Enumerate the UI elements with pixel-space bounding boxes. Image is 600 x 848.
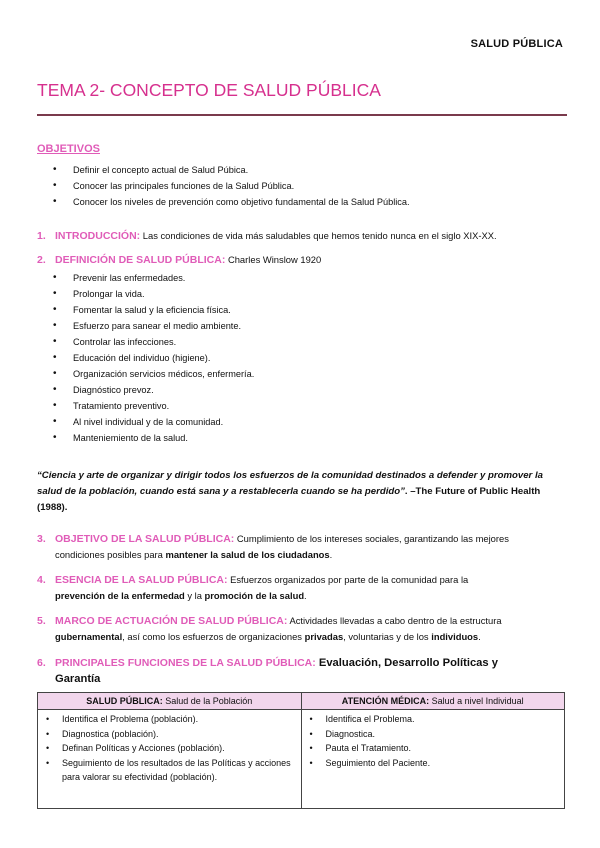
title-divider [37, 114, 567, 116]
text-run: condiciones posibles para [55, 549, 166, 560]
table-cell-atencion-medica [301, 710, 565, 809]
text-run-bold: prevención de la enfermedad [55, 590, 185, 601]
section-heading: MARCO DE ACTUACIÓN DE SALUD PÚBLICA: [55, 615, 288, 627]
list-item: • Identifica el Problema (población). [40, 712, 299, 727]
text-run: , así como los esfuerzos de organizaciones [122, 631, 305, 642]
text-run-bold: privadas [304, 631, 344, 642]
section-continuation: Garantía [55, 673, 101, 685]
section-text: Evaluación, Desarrollo Políticas y [315, 657, 498, 669]
list-item: • Al nivel individual y de la comunidad. [37, 414, 254, 430]
quote-source: . –The Future of Public Health (1988). [37, 486, 541, 513]
header-bold: SALUD PÚBLICA: [86, 696, 163, 706]
section-introduccion [37, 228, 565, 244]
section-definicion [37, 252, 565, 268]
objetivos-list [37, 162, 410, 210]
list-item: • Tratamiento preventivo. [37, 398, 254, 414]
section-objetivo [37, 531, 565, 563]
atencion-medica-list [304, 712, 563, 770]
list-item: • Educación del individuo (higiene). [37, 350, 254, 366]
section-heading: OBJETIVO DE LA SALUD PÚBLICA: [55, 533, 235, 545]
table-header-salud-publica [38, 693, 302, 710]
section-marco [37, 613, 565, 645]
text-run-bold: mantener la salud de los ciudadanos [165, 549, 330, 560]
section-number: 6. [37, 657, 46, 669]
table-header-row [38, 693, 565, 710]
list-item: • Esfuerzo para sanear el medio ambiente. [37, 318, 254, 334]
definition-quote [37, 468, 565, 516]
header-bold: ATENCIÓN MÉDICA: [341, 696, 430, 706]
running-header: SALUD PÚBLICA [470, 38, 563, 50]
text-run: . [304, 590, 307, 601]
page-title: TEMA 2- CONCEPTO DE SALUD PÚBLICA [37, 80, 381, 100]
text-run: y la [184, 590, 205, 601]
table-cell-salud-publica [38, 710, 302, 809]
section-esencia [37, 572, 565, 604]
section-heading: INTRODUCCIÓN: [55, 230, 141, 242]
section-heading: PRINCIPALES FUNCIONES DE LA SALUD PÚBLICA: [55, 657, 316, 669]
list-item: • Definan Políticas y Acciones (población). [40, 741, 299, 756]
quote-text: “Ciencia y arte de organizar y dirigir todos los esfuerzos de la comunidad destinados a defender y promover la salud de la población, cuando está sana y a restablecerla cuando se ha perdido” [37, 470, 543, 497]
text-run-bold: promoción de la salud [204, 590, 305, 601]
table-header-atencion-medica [301, 693, 565, 710]
list-item: • Definir el concepto actual de Salud Púbica. [37, 162, 410, 178]
list-item: • Manteniemiento de la salud. [37, 430, 254, 446]
list-item: • Diagnostica (población). [40, 727, 299, 742]
list-item: • Prevenir las enfermedades. [37, 270, 254, 286]
section-text: Actividades llevadas a cabo dentro de la estructura [287, 615, 502, 626]
list-item: • Identifica el Problema. [304, 712, 563, 727]
list-item: • Conocer los niveles de prevención como objetivo fundamental de la Salud Pública. [37, 194, 410, 210]
text-run-bold: gubernamental [55, 631, 123, 642]
section-continuation [37, 547, 565, 563]
section-number: 4. [37, 574, 46, 586]
section-number: 3. [37, 533, 46, 545]
section-heading: ESENCIA DE LA SALUD PÚBLICA: [55, 574, 228, 586]
objetivos-heading: OBJETIVOS [37, 143, 100, 155]
section-heading: DEFINICIÓN DE SALUD PÚBLICA: [55, 254, 226, 266]
text-run-bold: individuos [431, 631, 479, 642]
list-item: • Pauta el Tratamiento. [304, 741, 563, 756]
definicion-list [37, 270, 254, 446]
list-item: • Prolongar la vida. [37, 286, 254, 302]
header-text: Salud a nivel Individual [429, 696, 524, 706]
section-text: Cumplimiento de los intereses sociales, garantizando las mejores [234, 533, 509, 544]
section-number: 2. [37, 254, 46, 266]
table-row [38, 710, 565, 809]
list-item: • Diagnostica. [304, 727, 563, 742]
list-item: • Diagnóstico prevoz. [37, 382, 254, 398]
text-run: . [329, 549, 333, 560]
text-run: . [478, 631, 481, 642]
text-run: , voluntarias y de los [343, 631, 432, 642]
list-item: • Seguimiento de los resultados de las Políticas y acciones para valorar su efectividad (población). [40, 756, 299, 785]
salud-publica-list [40, 712, 299, 785]
list-item: • Conocer las principales funciones de la Salud Pública. [37, 178, 410, 194]
section-continuation [37, 629, 565, 645]
section-continuation [37, 588, 565, 604]
header-text: Salud de la Población [162, 696, 253, 706]
list-item: • Controlar las infecciones. [37, 334, 254, 350]
list-item: • Fomentar la salud y la eficiencia física. [37, 302, 254, 318]
section-text: Las condiciones de vida más saludables que hemos tenido nunca en el siglo XIX-XX. [140, 230, 497, 241]
section-number: 1. [37, 230, 46, 242]
section-funciones [37, 655, 565, 687]
section-number: 5. [37, 615, 46, 627]
section-text: Esfuerzos organizados por parte de la comunidad para la [227, 574, 469, 585]
list-item: • Seguimiento del Paciente. [304, 756, 563, 771]
list-item: • Organización servicios médicos, enfermería. [37, 366, 254, 382]
section-author: Charles Winslow 1920 [225, 254, 322, 265]
functions-table [37, 692, 565, 809]
